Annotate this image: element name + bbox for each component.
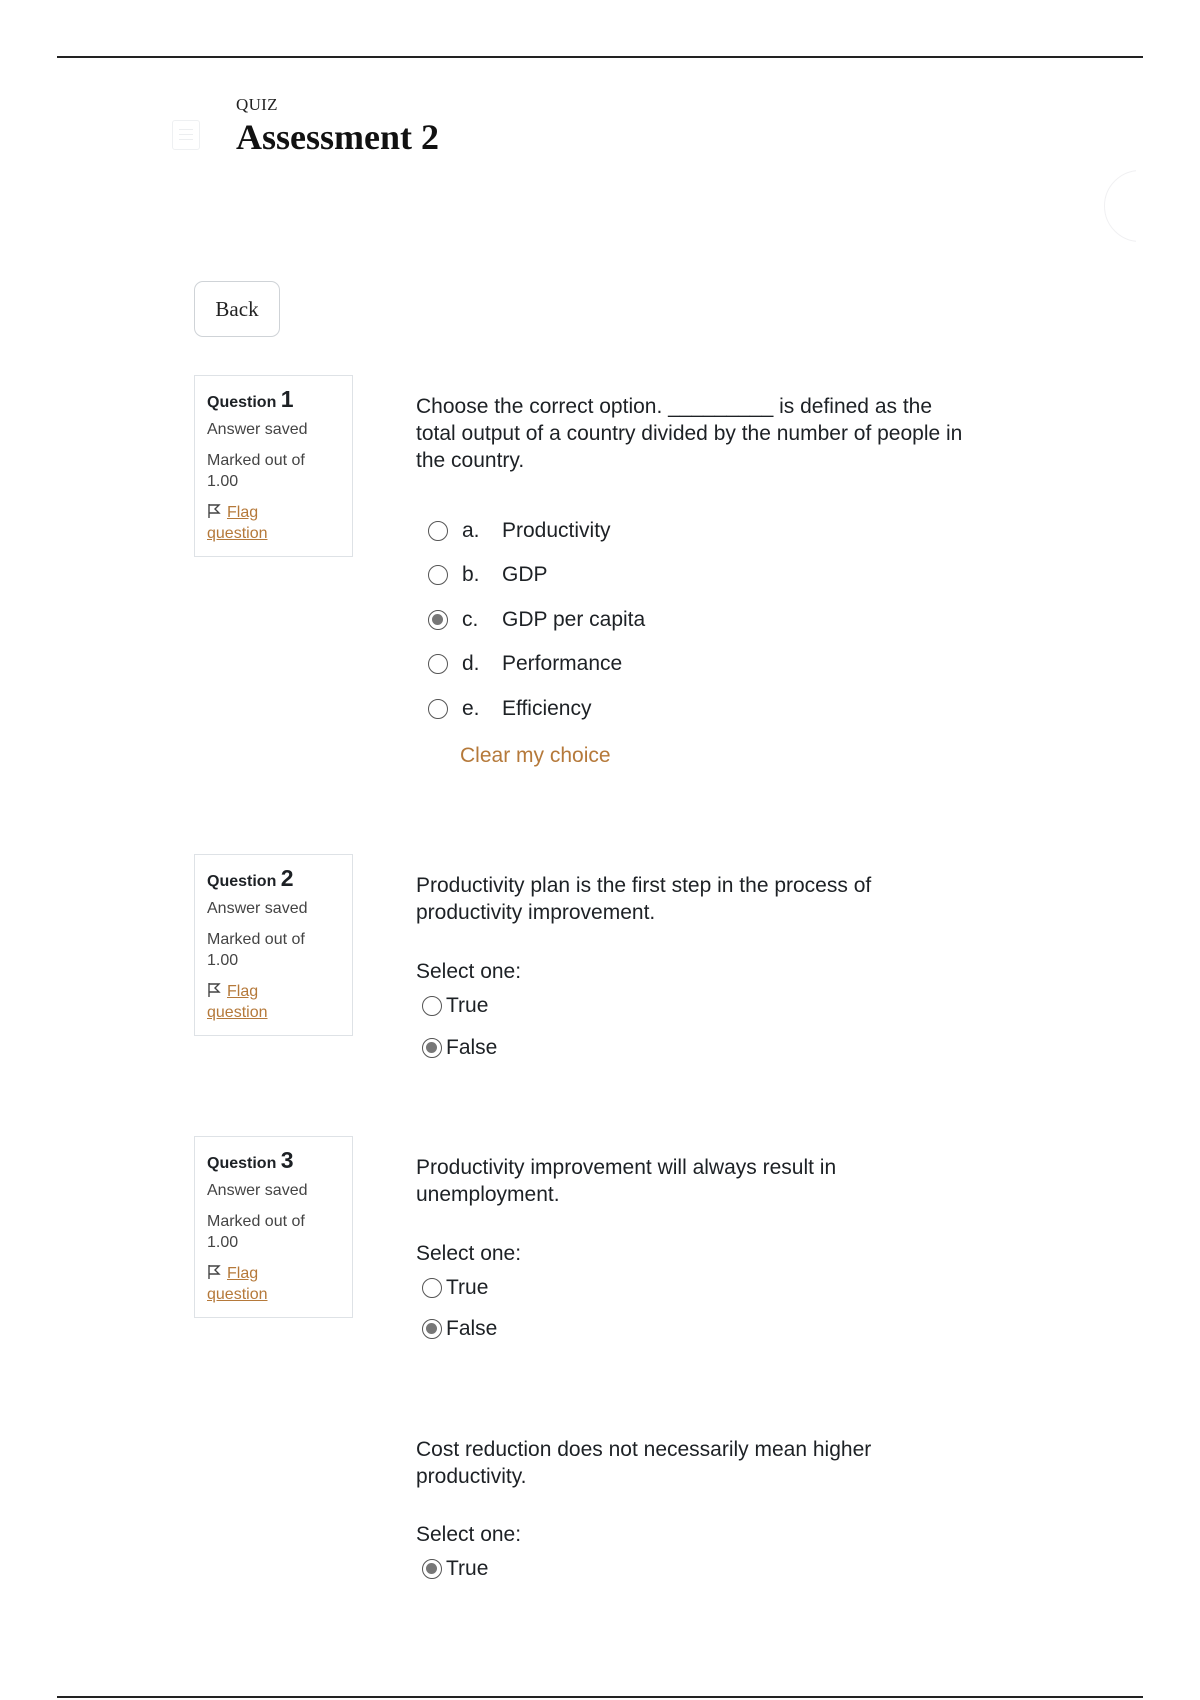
radio-button[interactable] [422, 996, 442, 1016]
answer-option[interactable]: True [422, 1273, 488, 1303]
flag-icon [207, 982, 221, 998]
question-number: Question 1 [207, 386, 294, 412]
question-grade: Marked out of 1.00 [207, 452, 305, 490]
flag-question-link[interactable]: Flag question [207, 1265, 268, 1303]
question-3-info [194, 1136, 353, 1318]
radio-button[interactable] [422, 1559, 442, 1579]
question-2-text: Productivity plan is the first step in the process of productivity improvement. [416, 874, 872, 924]
answer-option[interactable]: c. GDP per capita [428, 605, 645, 635]
answer-option[interactable]: True [422, 991, 488, 1021]
answer-option[interactable]: b. GDP [428, 560, 548, 590]
question-state: Answer saved [207, 1182, 308, 1199]
answer-option[interactable]: e. Efficiency [428, 694, 592, 724]
radio-button[interactable] [428, 565, 448, 585]
section-label: QUIZ [236, 95, 278, 114]
radio-button[interactable] [428, 521, 448, 541]
radio-button[interactable] [428, 654, 448, 674]
answer-option[interactable]: True [422, 1554, 488, 1584]
question-3-text: Productivity improvement will always result in unemployment. [416, 1156, 837, 1206]
question-1-info [194, 375, 353, 557]
question-4-text: Cost reduction does not necessarily mean higher productivity. [416, 1438, 872, 1488]
question-grade: Marked out of 1.00 [207, 1213, 305, 1251]
answer-option[interactable]: False [422, 1314, 497, 1344]
radio-button[interactable] [422, 1038, 442, 1058]
flag-icon [207, 1264, 221, 1280]
question-state: Answer saved [207, 421, 308, 438]
back-button[interactable]: Back [194, 281, 280, 337]
flag-question-link[interactable]: Flag question [207, 983, 268, 1021]
radio-button[interactable] [422, 1278, 442, 1298]
radio-button[interactable] [428, 699, 448, 719]
bottom-divider [57, 1696, 1143, 1698]
question-state: Answer saved [207, 900, 308, 917]
quiz-icon [172, 120, 200, 150]
clear-choice-link[interactable]: Clear my choice [460, 744, 611, 767]
answer-option[interactable]: a. Productivity [428, 516, 611, 546]
question-number: Question 3 [207, 1147, 294, 1173]
answer-option[interactable]: False [422, 1033, 497, 1063]
radio-button[interactable] [422, 1319, 442, 1339]
answer-option[interactable]: d. Performance [428, 649, 622, 679]
select-one-label: Select one: [416, 1523, 522, 1546]
question-grade: Marked out of 1.00 [207, 931, 305, 969]
top-divider [57, 56, 1143, 58]
select-one-label: Select one: [416, 1242, 522, 1265]
radio-button[interactable] [428, 610, 448, 630]
flag-question-link[interactable]: Flag question [207, 504, 268, 542]
question-number: Question 2 [207, 865, 294, 891]
select-one-label: Select one: [416, 960, 522, 983]
flag-icon [207, 503, 221, 519]
page-title: Assessment 2 [236, 117, 439, 157]
drawer-toggle-edge[interactable] [1104, 170, 1176, 242]
question-2-info [194, 854, 353, 1036]
question-1-text: Choose the correct option. _________ is defined as the total output of a country divided by the number of people in the country. [416, 395, 963, 472]
